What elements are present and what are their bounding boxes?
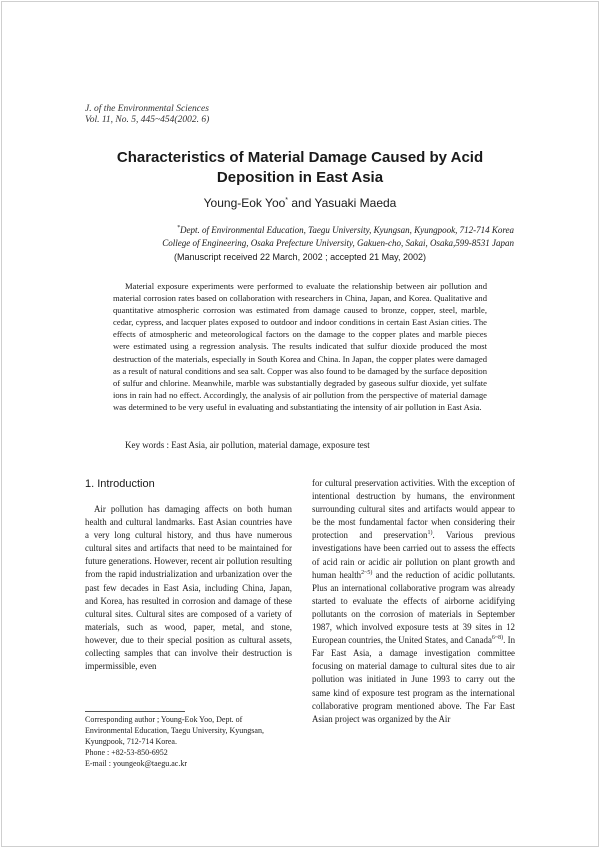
right-text-3: and the reduction of acidic pollutants. Plus an international collaborative program was already started to evaluate the effects of airborne acidifying pollutants on the corrosion of materials in September 1987, which involved exposure tests at 39 sites in 12 European countries, the United States, and Canada	[312, 569, 515, 646]
keywords-text: East Asia, air pollution, material damage, exposure test	[169, 440, 370, 450]
affiliation-mark: *	[177, 225, 181, 231]
right-text-1: for cultural preservation activities. With the exception of intentional destruction by humans, the environment surrounding cultural sites and artifacts would appear to be the most fundamental factor when considering their protection and preservation	[312, 478, 515, 541]
footnote-divider	[85, 711, 185, 712]
affiliation-1	[162, 222, 514, 237]
reference-mark-1: 1)	[427, 530, 433, 537]
footnote-line-2: Environmental Education, Taegu University, Kyungsan,	[85, 726, 264, 735]
paper-title	[60, 148, 540, 188]
author-1: Young-Eok Yoo	[203, 196, 286, 210]
reference-mark-2: 2~5)	[361, 569, 373, 576]
title-line-1: Characteristics of Material Damage Caused by Acid	[116, 149, 484, 166]
abstract: Material exposure experiments were performed to evaluate the relationship between air pollution and material corrosion rates based on collaboration with researchers in China, Japan, and Korea. Qualitative and quantitative atmospheric corrosion was estimated from damage caused to bronze, copper, steel, marble, cedar, cypress, and lacquer plates exposed to outdoor and indoor conditions in certain East Asian cities. The effects of atmospheric and meteorological factors on the damage to the copper plates and marble pieces were estimated using a regression analysis. The results indicated that sulfur dioxide produced the most destruction of the materials, especially in South Korea and China. In Japan, the copper plates were damaged as a result of natural conditions and sea salt. Copper was also found to be damaged by the surface deposition of sulfur and chlorine. Meanwhile, marble was substantially degraded by gaseous sulfur dioxide, yet sulfate ions in rain had no effect. Accordingly, the analysis of air pollution from the perspective of material damage was determined to be very useful in evaluating and substantiating the intensity of air pollution in East Asia.	[113, 281, 487, 412]
body-left-column: Air pollution has damaging affects on both human health and cultural landmarks. East Asian countries have a very long cultural history, and thus have numerous cultural sites and artifacts that need to be maintained for future generations. However, recent air pollution resulting from the rapid industrialization and urbanization over the past few decades in East Asia, including China, Japan, and Korea, has resulted in corrosion and damage of these cultural sites. Cultural sites are composed of a variety of materials, such as wood, paper, metal, and stone, however, due to their special position as cultural assets, collecting samples that can involve their destruction is impermissible, even	[85, 504, 292, 672]
author-list	[60, 196, 540, 210]
right-text-4: . In Far East Asia, a damage investigation committee focusing on material damage to cultural sites due to air pollution was initiated in June 1993 to carry out the same kind of exposure test program as the international collaborative program mentioned above. The Far East Asian project was organized by the Air	[312, 635, 516, 724]
title-line-2: Deposition in East Asia	[216, 169, 384, 186]
author-1-mark: *	[285, 197, 289, 204]
body-right-column	[312, 477, 515, 726]
right-text-2: . Various previous investigations have been carried out to assess the effects of acid rain or acidic air pollution on plant growth and human health	[312, 530, 515, 580]
journal-citation	[85, 104, 209, 126]
reference-mark-3: 6~8)	[491, 635, 504, 642]
section-heading-introduction: 1. Introduction	[85, 478, 155, 490]
journal-volume: Vol. 11, No. 5, 445~454(2002. 6)	[85, 115, 210, 125]
journal-name: J. of the Environmental Sciences	[85, 104, 209, 114]
footnote-email: E-mail : youngeok@taegu.ac.kr	[85, 759, 187, 768]
keywords-label: Key words :	[125, 440, 169, 450]
author-2: Yasuaki Maeda	[314, 196, 397, 210]
manuscript-dates: (Manuscript received 22 March, 2002 ; accepted 21 May, 2002)	[174, 252, 426, 262]
footnote-line-3: Kyungpook, 712-714 Korea.	[85, 737, 177, 746]
footnote-phone: Phone : +82-53-850-6952	[85, 748, 168, 757]
footnote-line-1: Corresponding author ; Young-Eok Yoo, Dept. of	[85, 715, 243, 724]
keywords	[125, 440, 370, 450]
author-connector: and	[288, 196, 315, 210]
affiliation-2: College of Engineering, Osaka Prefecture University, Gakuen-cho, Sakai, Osaka,599-8531 Japan	[162, 238, 514, 248]
affiliations	[162, 222, 514, 250]
corresponding-author-footnote	[85, 714, 295, 769]
affiliation-1-text: Dept. of Environmental Education, Taegu University, Kyungsan, Kyungpook, 712-714 Korea	[180, 225, 514, 235]
